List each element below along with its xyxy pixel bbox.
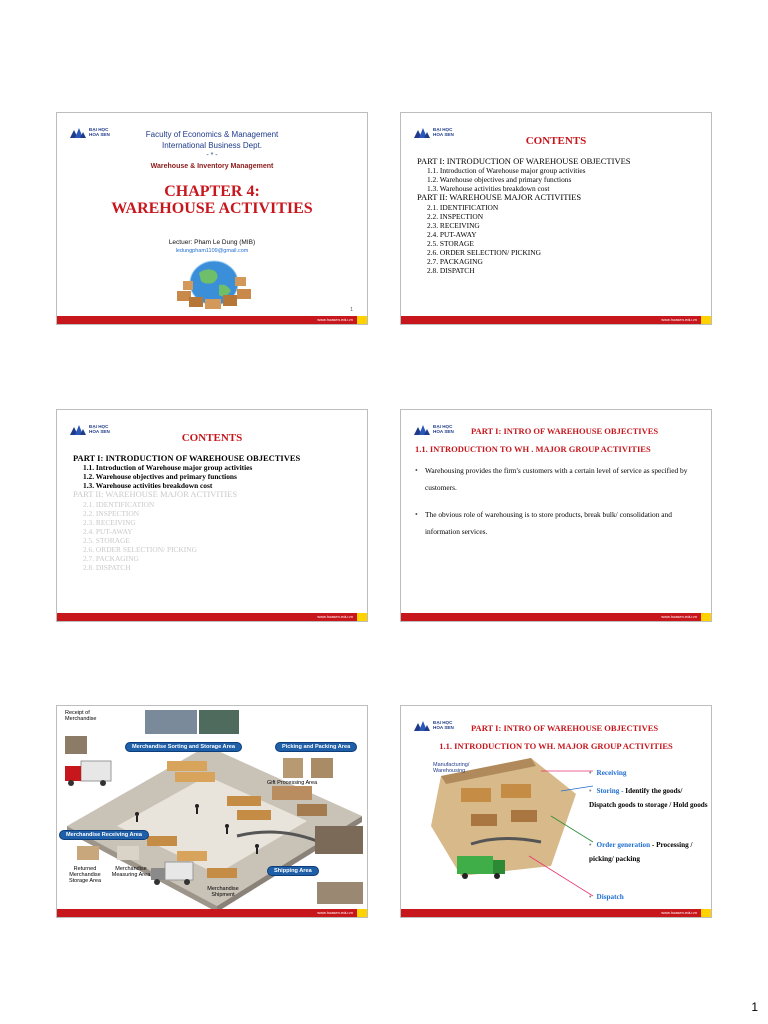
list-item: 1.1. Introduction of Warehouse major group activities	[427, 166, 586, 176]
faculty-name: Faculty of Economics & Management	[145, 130, 279, 139]
warehouse-cutaway-illustration	[401, 706, 712, 918]
bullet-dot-icon: •	[415, 510, 418, 519]
shipping-area-label: Shipping Area	[267, 866, 319, 876]
bullet-item: • The obvious role of warehousing is to store products, break bulk/ consolidation and information services.	[415, 506, 699, 540]
page-number: 1	[751, 1000, 758, 1014]
chapter-topic: WAREHOUSE ACTIVITIES	[111, 200, 313, 217]
hoasen-logo: ĐẠI HỌC HOA SEN	[69, 422, 121, 438]
section-heading: 1.1. INTRODUCTION TO WH. MAJOR GROUP ACTIVITIES	[439, 741, 673, 751]
bullet-dot-icon: •	[415, 466, 418, 475]
list-item: 1.3. Warehouse activities breakdown cost	[427, 184, 550, 194]
lotus-icon	[413, 424, 431, 436]
course-title: Warehouse & Inventory Management	[150, 163, 274, 170]
slide-footer: www.hoasen.edu.vn	[401, 909, 711, 917]
list-item: 2.3. RECEIVING	[83, 517, 136, 527]
hoasen-logo: ĐẠI HỌC HOA SEN	[69, 125, 121, 141]
gift-area-label: Gift Processing Area	[267, 780, 318, 786]
sorting-area-label: Merchandise Sorting and Storage Area	[125, 742, 242, 752]
hoasen-logo: ĐẠI HỌC HOA SEN	[413, 422, 465, 438]
slide-footer: www.hoasen.edu.vn	[57, 316, 367, 324]
list-item: 2.1. IDENTIFICATION	[427, 202, 499, 212]
bullet-item: • Warehousing provides the firm's customers with a certain level of service as specified by customers.	[415, 462, 699, 496]
list-item: 2.6. ORDER SELECTION/ PICKING	[427, 247, 541, 257]
contents-title: CONTENTS	[181, 432, 243, 444]
receiving-area-label: Merchandise Receiving Area	[59, 830, 149, 840]
slide-footer: www.hoasen.edu.vn	[57, 613, 367, 621]
list-item: 2.8. DISPATCH	[427, 265, 475, 275]
slide-6	[400, 705, 712, 918]
list-item: 2.2. INSPECTION	[83, 508, 140, 518]
part-heading: PART I: INTRO OF WAREHOUSE OBJECTIVES	[471, 723, 659, 733]
contents-list	[417, 157, 701, 275]
list-item: 1.2. Warehouse objectives and primary functions	[427, 175, 572, 185]
list-item: 2.6. ORDER SELECTION/ PICKING	[83, 544, 197, 554]
slide-5	[56, 705, 368, 918]
list-item: • Order generation - Processing / picking/ packing	[589, 841, 693, 863]
slide-footer: www.hoasen.edu.vn	[401, 316, 711, 324]
list-item: 2.4. PUT-AWAY	[427, 229, 477, 239]
list-item: 2.3. RECEIVING	[427, 220, 480, 230]
globe-boxes-image	[169, 255, 259, 313]
picking-area-label: Picking and Packing Area	[275, 742, 357, 752]
slide-page-number: 1	[350, 307, 353, 313]
slide-footer: www.hoasen.edu.vn	[401, 613, 711, 621]
list-item: • Receiving	[589, 769, 627, 777]
part-heading: PART I: INTRO OF WAREHOUSE OBJECTIVES	[471, 426, 659, 436]
slide-1	[56, 112, 368, 325]
slide-3	[56, 409, 368, 622]
shipment-label: Merchandise Shipment	[207, 886, 239, 898]
lecturer-email[interactable]: ledungpham1109@gmail.com	[175, 248, 249, 254]
contents-list	[73, 454, 357, 572]
receipt-label: Receipt of Merchandise	[65, 710, 97, 722]
list-item: 2.2. INSPECTION	[427, 211, 484, 221]
lecturer: Lectuer: Pham Le Dung (MIB)	[168, 239, 256, 246]
list-item: • Storing - Identify the goods/ Dispatch goods to storage / Hold goods	[589, 787, 708, 809]
list-item: 2.7. PACKAGING	[427, 256, 483, 266]
list-item: 2.4. PUT-AWAY	[83, 526, 133, 536]
measuring-area-label: Merchandise Measuring Area	[111, 866, 151, 878]
dept-name: International Business Dept.	[161, 141, 263, 150]
contents-title: CONTENTS	[525, 135, 587, 147]
slide-2	[400, 112, 712, 325]
part-2-heading: PART II: WAREHOUSE MAJOR ACTIVITIES	[73, 489, 238, 500]
diagram-label: Manufacturing/ Warehousing	[433, 762, 470, 774]
list-item: 2.7. PACKAGING	[83, 553, 139, 563]
list-item: 2.1. IDENTIFICATION	[83, 499, 155, 509]
list-item: 2.8. DISPATCH	[83, 562, 131, 572]
separator: - * -	[206, 152, 218, 159]
list-item: 1.1. Introduction of Warehouse major group activities	[83, 463, 253, 473]
list-item: 1.2. Warehouse objectives and primary functions	[83, 472, 237, 482]
part-1-heading: PART I: INTRODUCTION OF WAREHOUSE OBJECTIVES	[417, 156, 631, 166]
list-item: 2.5. STORAGE	[427, 238, 474, 248]
part-2-heading: PART II: WAREHOUSE MAJOR ACTIVITIES	[417, 192, 582, 203]
returned-area-label: Returned Merchandise Storage Area	[68, 866, 102, 884]
hoasen-logo: ĐẠI HỌC HOA SEN	[413, 125, 465, 141]
list-item: 2.5. STORAGE	[83, 535, 130, 545]
slide-footer: www.hoasen.edu.vn	[57, 909, 367, 917]
hoasen-logo: ĐẠI HỌC HOA SEN	[413, 718, 465, 734]
chapter-label: CHAPTER 4:	[164, 183, 260, 200]
slide-4	[400, 409, 712, 622]
list-item: • Dispatch	[589, 893, 624, 901]
list-item: 1.3. Warehouse activities breakdown cost	[83, 481, 213, 491]
section-heading: 1.1. INTRODUCTION TO WH . MAJOR GROUP ACTIVITIES	[415, 444, 651, 454]
part-1-heading: PART I: INTRODUCTION OF WAREHOUSE OBJECTIVES	[73, 453, 301, 463]
